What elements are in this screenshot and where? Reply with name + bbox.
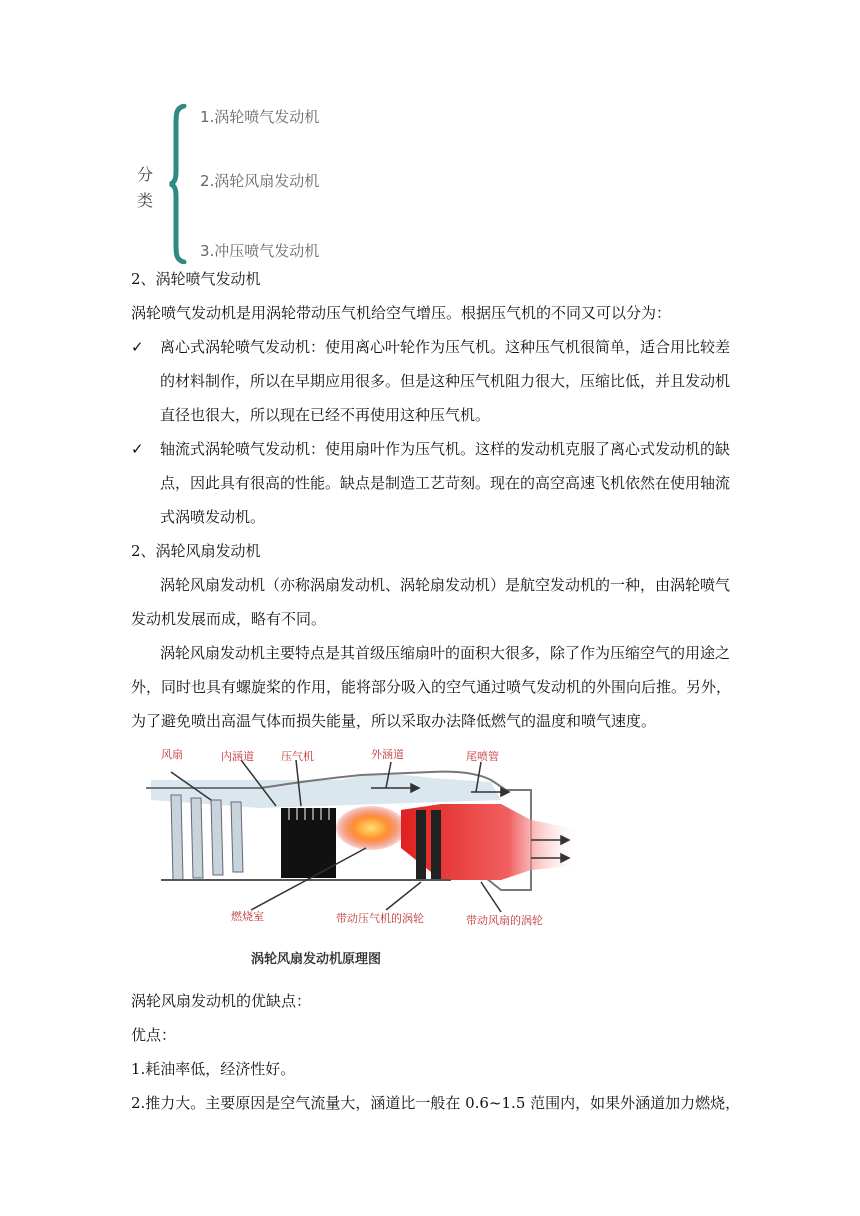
turbofan-diagram [131, 740, 581, 980]
turbofan-para1-line-1: 涡轮风扇发动机（亦称涡扇发动机、涡轮扇发动机）是航空发动机的一种，由涡轮喷气 [160, 576, 731, 594]
diagram-caption: 涡轮风扇发动机原理图 [251, 952, 382, 967]
turbofan-diagram-graphic [131, 740, 581, 980]
bullet-axial-line-3: 式涡喷发动机。 [160, 508, 266, 526]
pro-item-2: 2.推力大。主要原因是空气流量大，涵道比一般在 0.6~1.5 范围内，如果外涵道加力燃烧， [131, 1094, 741, 1112]
pros-label: 优点： [131, 1026, 177, 1044]
label-combustor: 燃烧室 [231, 910, 264, 923]
turbofan-para2-line-3: 为了避免喷出高温气体而损失能量，所以采取办法降低燃气的温度和喷气速度。 [131, 712, 657, 730]
label-fan-turbine: 带动风扇的涡轮 [466, 914, 543, 927]
pro-item-1: 1.耗油率低，经济性好。 [131, 1060, 296, 1078]
turbofan-para1-line-2: 发动机发展而成，略有不同。 [131, 610, 327, 628]
bullet-centrifugal-line-3: 直径也很大，所以现在已经不再使用这种压气机。 [160, 406, 491, 424]
bullet-axial-line-2: 点，因此具有很高的性能。缺点是制造工艺苛刻。现在的高空高速飞机依然在使用轴流 [160, 474, 731, 492]
classification-label: 分 类 [136, 165, 153, 210]
classification-item-2: 2.涡轮风扇发动机 [200, 172, 320, 190]
label-inner-duct: 内涵道 [221, 750, 254, 763]
bullet-centrifugal-line-1: 离心式涡轮喷气发动机：使用离心叶轮作为压气机。这种压气机很简单，适合用比较差 [160, 338, 731, 356]
label-tail-nozzle: 尾喷管 [466, 750, 499, 763]
bullet-axial-line-1: 轴流式涡轮喷气发动机：使用扇叶作为压气机。这样的发动机克服了离心式发动机的缺 [160, 440, 731, 458]
turbojet-intro: 涡轮喷气发动机是用涡轮带动压气机给空气增压。根据压气机的不同又可以分为： [131, 304, 672, 322]
bullet-centrifugal-line-2: 的材料制作，所以在早期应用很多。但是这种压气机阻力很大，压缩比低，并且发动机 [160, 372, 731, 390]
classification-item-1: 1.涡轮喷气发动机 [200, 108, 320, 126]
label-outer-duct: 外涵道 [371, 748, 404, 761]
label-fan: 风扇 [161, 748, 183, 761]
classification-item-3: 3.冲压喷气发动机 [200, 242, 320, 260]
brace-icon [168, 104, 190, 264]
section-heading-turbojet: 2、涡轮喷气发动机 [131, 270, 261, 288]
label-hp-turbine: 带动压气机的涡轮 [336, 912, 424, 925]
check-icon: ✓ [131, 338, 144, 356]
section-heading-turbofan: 2、涡轮风扇发动机 [131, 542, 261, 560]
turbofan-para2-line-2: 外，同时也具有螺旋桨的作用，能将部分吸入的空气通过喷气发动机的外围向后推。另外， [131, 678, 732, 696]
label-compressor: 压气机 [281, 750, 314, 763]
pros-cons-heading: 涡轮风扇发动机的优缺点： [131, 992, 312, 1010]
check-icon: ✓ [131, 440, 144, 458]
turbofan-para2-line-1: 涡轮风扇发动机主要特点是其首级压缩扇叶的面积大很多，除了作为压缩空气的用途之 [160, 644, 731, 662]
